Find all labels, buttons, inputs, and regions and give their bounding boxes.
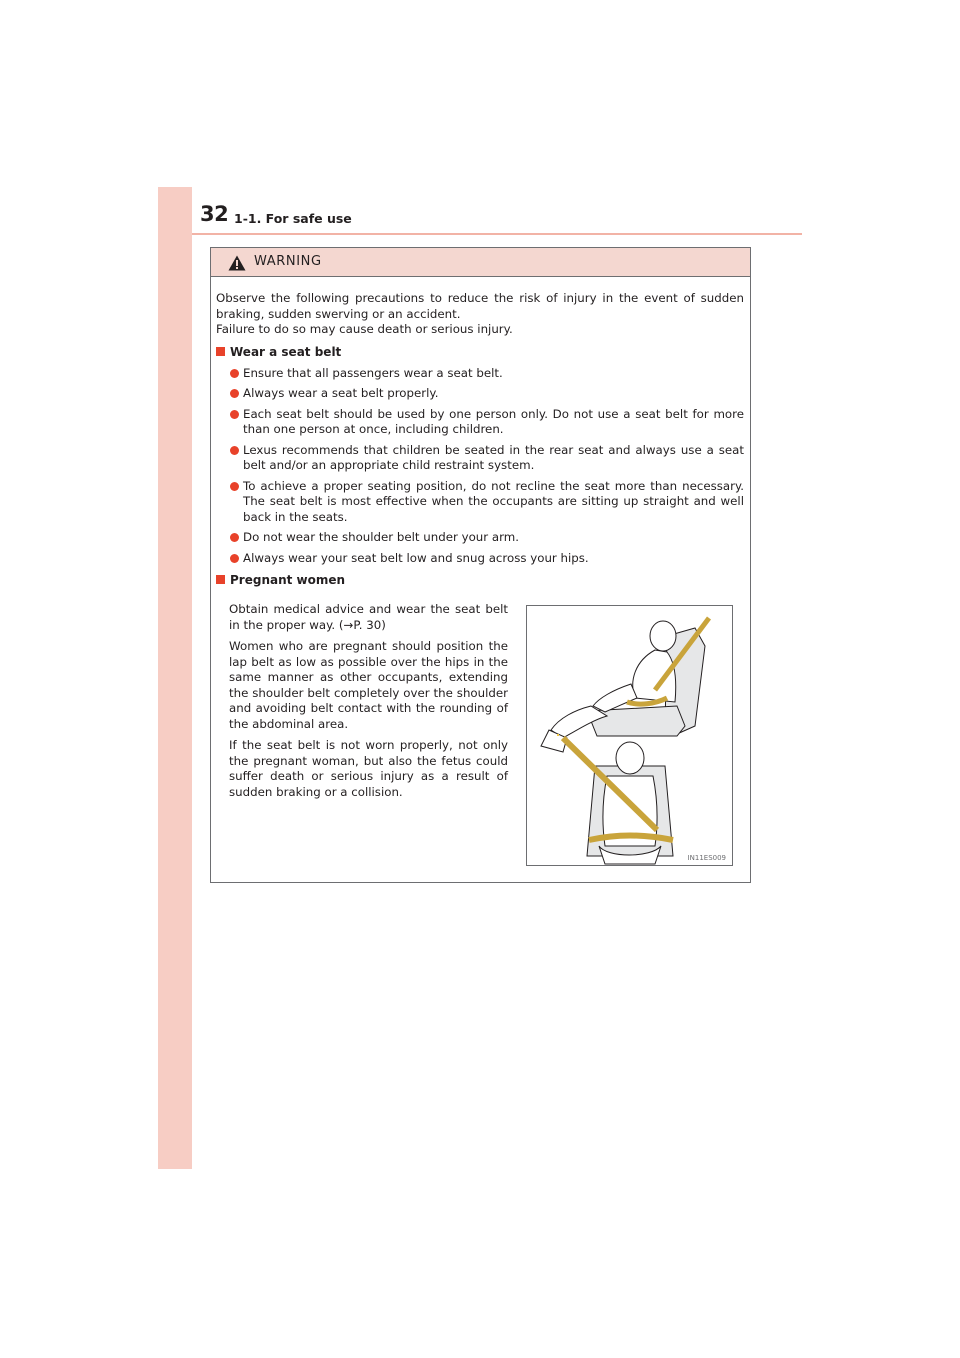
figure-code: IN11ES009 [687, 854, 726, 862]
bullet-dot-icon [230, 410, 239, 419]
intro-line: braking, sudden swerving or an accident. [216, 306, 461, 321]
warning-triangle-icon [228, 255, 246, 271]
paragraph: Women who are pregnant should position the lap belt as low as possible over the hips in the same manner as other occupants, extending the shoulder belt completely over the shoulder and avoiding belt contact with the rounding of the abdominal area. [229, 639, 508, 731]
warning-label: WARNING [254, 254, 322, 269]
page-number: 32 [200, 202, 229, 226]
list-item [216, 407, 744, 438]
header-divider [192, 233, 802, 235]
intro-line: Observe the following precautions to reduce the risk of injury in the event of sudden [216, 291, 744, 305]
seat-belt-bullet-list [216, 366, 744, 567]
subhead-pregnant-women [216, 571, 744, 589]
bullet-dot-icon [230, 446, 239, 455]
chapter-tab-sidebar [158, 187, 192, 1169]
bullet-dot-icon [230, 482, 239, 491]
subhead-label: Wear a seat belt [230, 344, 342, 359]
bullet-dot-icon [230, 369, 239, 378]
list-item [216, 386, 744, 402]
warning-box [210, 247, 751, 883]
list-item [216, 443, 744, 474]
list-item-text: To achieve a proper seating position, do not recline the seat more than necessary. The seat belt is most effective when the occupants are sitting up straight and well back in the seats. [243, 478, 744, 524]
list-item [216, 551, 744, 567]
warning-intro [216, 291, 744, 338]
subhead-wear-seat-belt [216, 343, 744, 361]
warning-header [211, 248, 750, 277]
section-title: 1-1. For safe use [234, 211, 352, 226]
square-marker-icon [216, 347, 225, 356]
list-item-text: Always wear a seat belt properly. [243, 386, 439, 400]
list-item-text: Each seat belt should be used by one person only. Do not use a seat belt for more than one person at once, including children. [243, 406, 744, 436]
list-item [216, 530, 744, 546]
list-item [216, 479, 744, 526]
paragraph: If the seat belt is not worn properly, not only the pregnant woman, but also the fetus could suffer death or serious injury as a result of sudden braking or a collision. [229, 738, 508, 799]
list-item-text: Always wear your seat belt low and snug across your hips. [243, 550, 589, 565]
intro-line: Failure to do so may cause death or serious injury. [216, 322, 513, 336]
paragraph: Obtain medical advice and wear the seat belt in the proper way. (→P. 30) [229, 602, 508, 632]
list-item-text: Lexus recommends that children be seated in the rear seat and always use a seat belt and/or an appropriate child restraint system. [243, 442, 744, 472]
pregnant-woman-seatbelt-drawing [527, 606, 732, 865]
warning-body [216, 291, 744, 589]
seat-belt-illustration [526, 605, 733, 866]
list-item-text: Do not wear the shoulder belt under your arm. [243, 530, 519, 544]
list-item-text: Ensure that all passengers wear a seat belt. [243, 365, 503, 380]
bullet-dot-icon [230, 533, 239, 542]
list-item [216, 366, 744, 382]
pregnant-women-text [229, 602, 508, 806]
bullet-dot-icon [230, 389, 239, 398]
square-marker-icon [216, 575, 225, 584]
bullet-dot-icon [230, 554, 239, 563]
subhead-label: Pregnant women [230, 573, 346, 587]
